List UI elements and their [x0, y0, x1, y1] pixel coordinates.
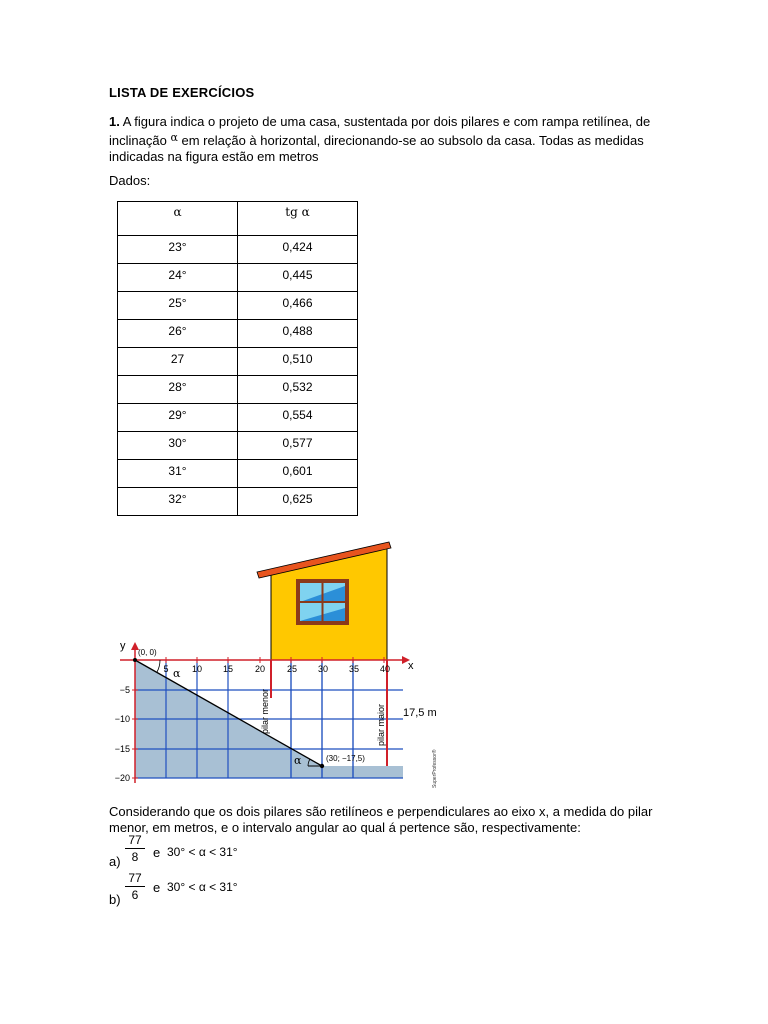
- table-header-cell: α: [118, 202, 238, 236]
- table-cell: 23°: [118, 236, 238, 264]
- option-a-letter: a): [109, 854, 121, 869]
- exercise-1-statement: 1. A figura indica o projeto de uma casa, sustentada por dois pilares e com rampa retilínea, de inclinação $^\alpha$ em relação à horizontal, direcionando-se ao subsolo da casa. Todas as medidas indicadas na figura estão em metros: [109, 114, 651, 164]
- y-tick-label: −15: [114, 744, 130, 754]
- alpha-angle-bottom: α: [294, 754, 302, 767]
- x-tick-label: 25: [286, 664, 298, 674]
- table-cell: 25°: [118, 292, 238, 320]
- option-a-condition: 30° < α < 31°: [167, 845, 238, 859]
- y-tick-label: −20: [114, 773, 130, 783]
- option-b-condition: 30° < α < 31°: [167, 880, 238, 894]
- table-row: [118, 320, 358, 348]
- option-b-conj: e: [153, 880, 161, 895]
- table-row: [118, 488, 358, 516]
- house-ramp-figure: [108, 538, 448, 790]
- question-text: Considerando que os dois pilares são retilíneos e perpendiculares ao eixo x, a medida do pilar menor, em metros, e o intervalo angular ao qual á pertence são, respectivamente:: [109, 804, 653, 835]
- table-cell: 0,488: [238, 320, 358, 348]
- option-b-letter: b): [109, 892, 121, 907]
- table-cell: 27: [118, 348, 238, 376]
- table-cell: 0,445: [238, 264, 358, 292]
- pilar-maior-label: pilar maior: [376, 703, 386, 746]
- alpha-symbol: α: [170, 131, 178, 144]
- table-cell: 0,424: [238, 236, 358, 264]
- option-a-conj: e: [153, 845, 161, 860]
- dimension-label: 17,5 m: [403, 707, 437, 719]
- table-header-cell: tg α: [238, 202, 358, 236]
- table-cell: 0,466: [238, 292, 358, 320]
- credit-text: SuperProfessor®: [432, 749, 438, 788]
- table-cell: 28°: [118, 376, 238, 404]
- x-tick-label: 40: [379, 664, 391, 674]
- table-header-row: [118, 202, 358, 236]
- point-label: (30; −17,5): [326, 754, 365, 763]
- table-row: [118, 432, 358, 460]
- table-cell: 32°: [118, 488, 238, 516]
- table-cell: 26°: [118, 320, 238, 348]
- x-tick-label: 35: [348, 664, 360, 674]
- option-b-fraction: $\frac{77}{6}$: [125, 871, 145, 902]
- table-row: [118, 348, 358, 376]
- table-cell: 30°: [118, 432, 238, 460]
- table-cell: 0,532: [238, 376, 358, 404]
- table-cell: 31°: [118, 460, 238, 488]
- house-window: [296, 579, 349, 625]
- table-row: [118, 292, 358, 320]
- pilar-menor-label: pilar menor: [260, 688, 270, 734]
- table-row: [118, 460, 358, 488]
- table-cell: 0,601: [238, 460, 358, 488]
- tangent-table: [117, 201, 358, 516]
- origin-label: (0, 0): [138, 648, 157, 657]
- option-a-fraction: $\frac{77}{8}$: [125, 833, 145, 864]
- table-row: [118, 264, 358, 292]
- table-cell: 0,554: [238, 404, 358, 432]
- table-cell: 24°: [118, 264, 238, 292]
- table-row: [118, 404, 358, 432]
- y-tick-label: −5: [119, 685, 130, 695]
- exercise-number: 1.: [109, 114, 120, 129]
- y-axis-label: y: [120, 640, 126, 652]
- alpha-angle-top: α: [173, 667, 181, 680]
- table-cell: 0,510: [238, 348, 358, 376]
- table-row: [118, 236, 358, 264]
- x-axis-label: x: [408, 660, 414, 672]
- page-title: LISTA DE EXERCÍCIOS: [109, 85, 255, 100]
- origin-point: [133, 658, 137, 662]
- x-tick-label: 5: [163, 664, 169, 674]
- ramp-end-point: [320, 764, 324, 768]
- y-tick-label: −10: [114, 714, 130, 724]
- table-cell: 0,577: [238, 432, 358, 460]
- x-tick-label: 15: [222, 664, 234, 674]
- dados-label: Dados:: [109, 173, 151, 188]
- x-tick-label: 20: [254, 664, 266, 674]
- table-cell: 0,625: [238, 488, 358, 516]
- table-row: [118, 376, 358, 404]
- table-cell: 29°: [118, 404, 238, 432]
- x-tick-label: 30: [317, 664, 329, 674]
- x-tick-label: 10: [191, 664, 203, 674]
